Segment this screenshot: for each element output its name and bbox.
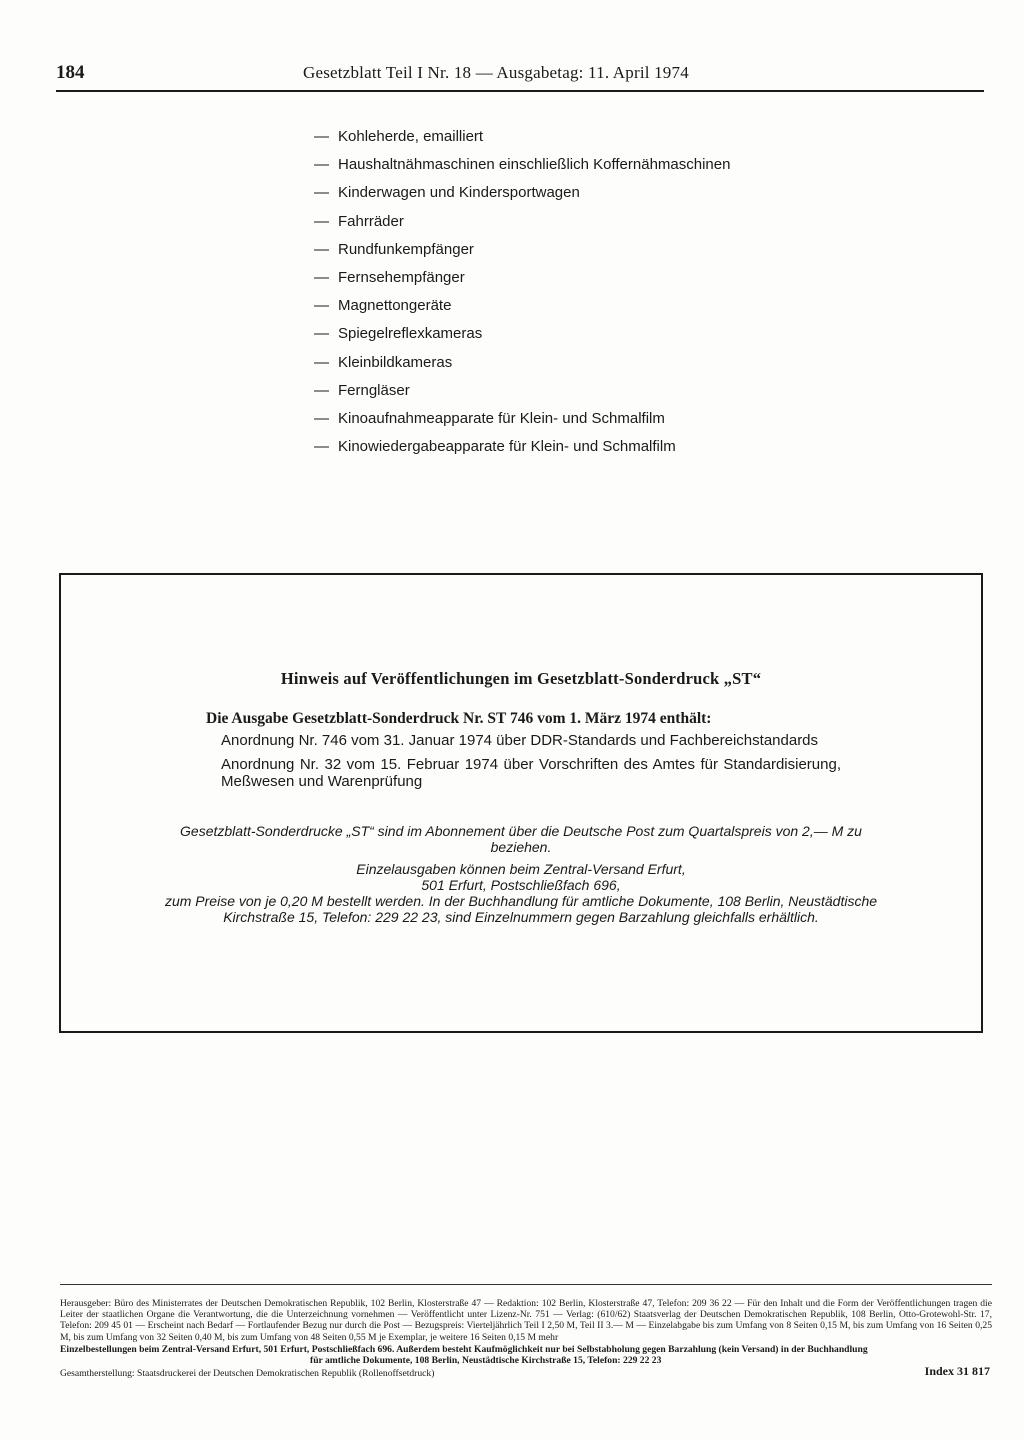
contents-entry: Anordnung Nr. 746 vom 31. Januar 1974 über DDR-Standards und Fachbereichstandards (221, 732, 819, 749)
list-item: — Ferngläser (314, 382, 764, 399)
single-issues-address: 501 Erfurt, Postschließfach 696, (421, 877, 621, 893)
list-item: — Rundfunkempfänger (314, 241, 764, 258)
list-item: — Fahrräder (314, 213, 764, 230)
list-item: — Kinowiedergabeapparate für Klein- und Schmalfilm (314, 438, 764, 455)
single-issues-line: Einzelausgaben können beim Zentral-Versand Erfurt, (356, 861, 686, 877)
goods-list (314, 128, 764, 466)
index-number: Index 31 817 (924, 1364, 990, 1379)
page-number: 184 (56, 62, 85, 83)
list-item: — Spiegelreflexkameras (314, 325, 764, 342)
list-item: — Magnettongeräte (314, 297, 764, 314)
orders-info: Einzelbestellungen beim Zentral-Versand Erfurt, 501 Erfurt, Postschließfach 696. Außerdem besteht Kaufmöglichkeit nur bei Selbstabholung gegen Barzahlung (kein Versand) in der Buchhandlung (60, 1343, 868, 1355)
printer-info: Gesamtherstellung: Staatsdruckerei der Deutschen Demokratischen Republik (Rollenoffsetdruck) (60, 1368, 435, 1380)
contents-entry: Anordnung Nr. 32 vom 15. Februar 1974 über Vorschriften des Amtes für Standardisierung, Meßwesen und Warenprüfung (221, 756, 841, 790)
list-item: — Fernsehempfänger (314, 269, 764, 286)
list-item: — Kleinbildkameras (314, 354, 764, 371)
edition-contents (221, 732, 841, 797)
edition-line: Die Ausgabe Gesetzblatt-Sonderdruck Nr. ST 746 vom 1. März 1974 enthält: (206, 710, 712, 727)
publication-notice-box (59, 573, 983, 1033)
list-item: — Haushaltnähmaschinen einschließlich Koffernähmaschinen (314, 156, 764, 173)
list-item: — Kinderwagen und Kindersportwagen (314, 184, 764, 201)
publisher-info: Herausgeber: Büro des Ministerrates der Deutschen Demokratischen Republik, 102 Berlin, Klosterstraße 47 — Redaktion: 102 Berlin, Klosterstraße 47, Telefon: 209 36 22 — Für den Inhalt und die Form der Veröffentlichungen tragen die Leiter der staatlichen Organe die Verantwortung, die die Unterzeichnung vornehmen — Veröffentlicht unter Lizenz-Nr. 751 — Verlag: (610/62) Staatsverlag der Deutschen Demokratischen Republik, 108 Berlin, Otto-Grotewohl-Str. 17, Telefon: 209 45 01 — Erscheint nach Bedarf — Fortlaufender Bezug nur durch die Post — Bezugspreis: Vierteljährlich Teil I 2,50 M, Teil II 3.— M — Einzelabgabe bis zum Umfang von 8 Seiten 0,15 M, bis zum Umfang von 16 Seiten 0,25 M, bis zum Umfang von 32 Seiten 0,40 M, bis zum Umfang von 48 Seiten 0,55 M je Exemplar, je weitere 16 Seiten 0,15 M mehr (60, 1298, 992, 1343)
orders-info-continued: für amtliche Dokumente, 108 Berlin, Neustädtische Kirchstraße 15, Telefon: 229 22 23 (310, 1355, 662, 1367)
imprint-footer (60, 1284, 992, 1379)
list-item: — Kohleherde, emailliert (314, 128, 764, 145)
list-item: — Kinoaufnahmeapparate für Klein- und Schmalfilm (314, 410, 764, 427)
page-header (56, 60, 984, 92)
subscription-info (161, 823, 881, 931)
single-issues-details: zum Preise von je 0,20 M bestellt werden. In der Buchhandlung für amtliche Dokumente, 108 Berlin, Neustädtische Kirchstraße 15, Telefon: 229 22 23, sind Einzelnummern gegen Barzahlung gleichfalls erhältlich. (164, 893, 878, 925)
printer-line (60, 1364, 992, 1380)
subscription-text: Gesetzblatt-Sonderdrucke „ST“ sind im Abonnement über die Deutsche Post zum Quartalspreis von 2,— M zu beziehen. (180, 823, 862, 855)
header-title: Gesetzblatt Teil I Nr. 18 — Ausgabetag: 11. April 1974 (303, 63, 689, 82)
notice-heading: Hinweis auf Veröffentlichungen im Gesetzblatt-Sonderdruck „ST“ (280, 669, 762, 688)
